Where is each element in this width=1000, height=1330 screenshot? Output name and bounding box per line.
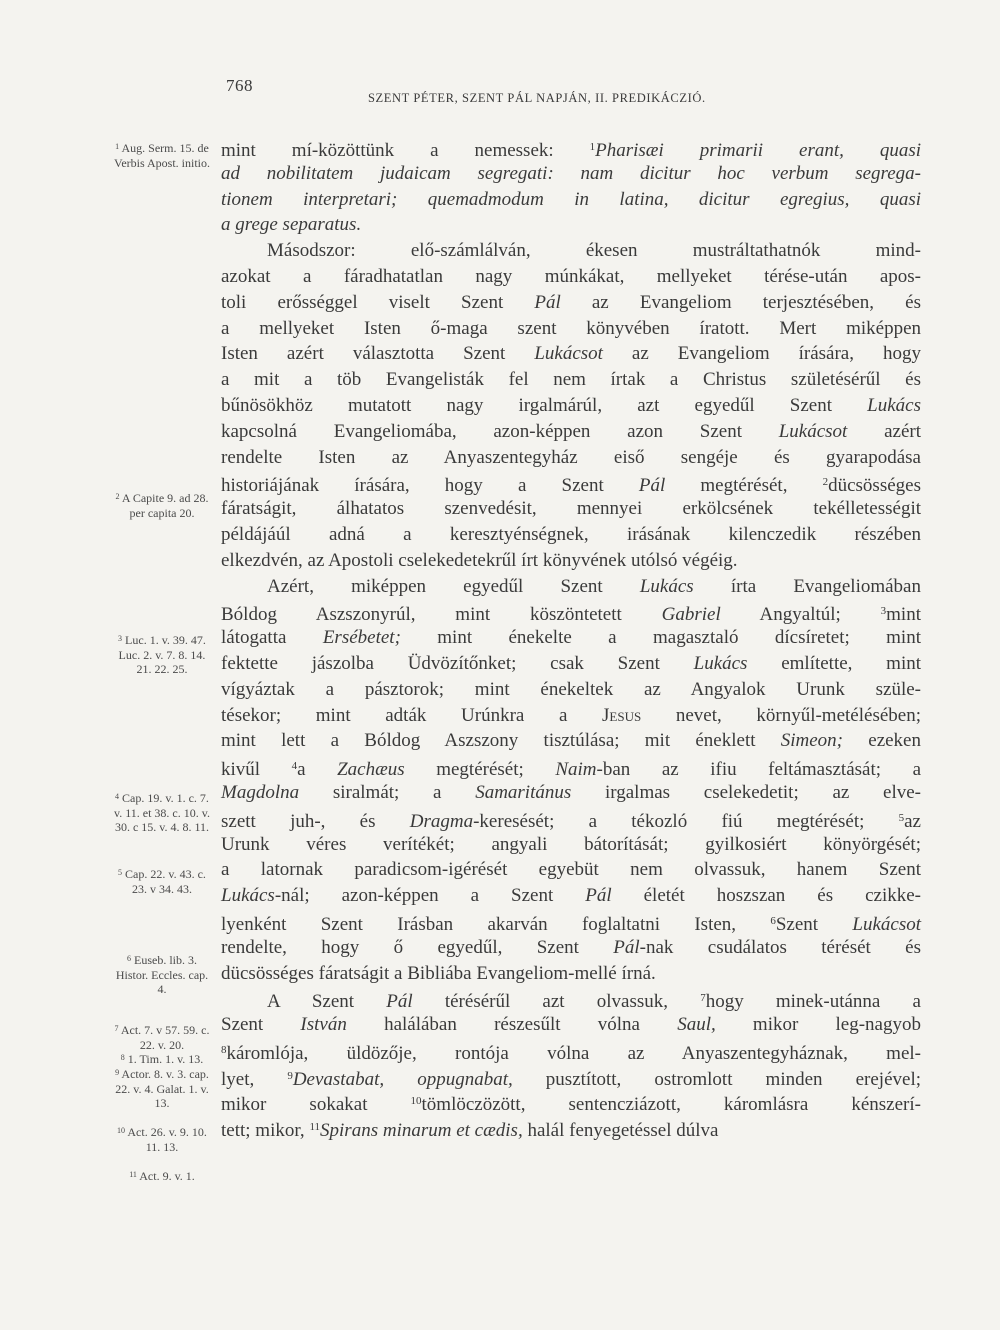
italic-text: Magdolna: [221, 781, 300, 803]
italic-text: ad nobilitatem judaicam segregati: nam dicitur hoc verbum segrega-: [221, 162, 921, 184]
margin-note-text: Cap. 19. v. 1. c. 7. v. 11. et 38. c. 10. v. 30. c 15. v. 4. 8. 11.: [114, 791, 210, 834]
text-line: [221, 599, 921, 625]
text-line: [221, 238, 921, 264]
text-run: az: [904, 810, 921, 832]
margin-note: [112, 140, 212, 170]
text-line: [221, 1115, 921, 1141]
text-line: [221, 212, 921, 238]
text-run: hogy minek-utánna a: [705, 991, 921, 1013]
text-run: bűnösökhöz mutatott nagy irgalmárúl, azt egyedűl Szent: [221, 394, 868, 416]
text-line: [221, 986, 921, 1012]
text-run: életét hoszszan és czikke-: [611, 885, 921, 907]
margin-note-text: Euseb. lib. 3. Histor. Eccles. cap. 4.: [115, 953, 209, 996]
margin-note-text: 1. Tim. 1. v. 13.: [124, 1052, 204, 1066]
text-line: [221, 419, 921, 445]
margin-note: [112, 1022, 212, 1052]
body-text: [221, 135, 921, 1141]
text-run: ezeken: [843, 730, 921, 752]
italic-text: Pál: [638, 475, 666, 497]
text-run: tett; mikor,: [221, 1120, 310, 1142]
footnote-marker: 1: [589, 141, 596, 153]
italic-text: Dragma: [409, 810, 474, 832]
footnote-marker: 6: [127, 954, 131, 963]
footnote-marker: 7: [114, 1024, 119, 1033]
text-run: fektette jászolba Üdvözítőnket; csak Szent: [221, 652, 694, 674]
text-line: [221, 883, 921, 909]
text-run: Angyaltúl;: [720, 604, 881, 626]
footnote-marker: 3: [118, 634, 123, 643]
text-run: káromlója, üldözője, rontója vólna az Anyaszentegyháznak, mel-: [226, 1042, 921, 1064]
text-line: [221, 1089, 921, 1115]
text-run: -nak csudálatos térését és: [639, 936, 921, 958]
text-run: Szent: [221, 1014, 301, 1036]
footnote-marker: 11: [129, 1170, 137, 1179]
text-line: [221, 754, 921, 780]
text-line: [221, 780, 921, 806]
text-line: [221, 522, 921, 548]
footnote-marker: 5: [898, 811, 905, 824]
text-run: a mellyeket Isten ő-maga szent könyvében íratott. Mert miképpen: [221, 317, 921, 339]
text-line: [221, 677, 921, 703]
italic-text: Ersébetet;: [322, 627, 401, 649]
text-run: Szent: [775, 913, 853, 935]
footnote-marker: 11: [309, 1121, 321, 1134]
margin-note-text: Actor. 8. v. 3. cap. 22. v. 4. Galat. 1. v. 13.: [115, 1067, 209, 1110]
text-run: Isten azért választotta Szent: [221, 343, 535, 365]
text-line: [221, 341, 921, 367]
text-run: irgalmas cselekedetit; az elve-: [571, 781, 922, 803]
text-line: [221, 703, 921, 729]
text-run: mikor leg-nagyob: [715, 1014, 921, 1036]
text-run: siralmát; a: [299, 781, 476, 803]
margin-note-text: A Capite 9. ad 28. per capita 20.: [119, 491, 209, 520]
text-line: [221, 135, 921, 161]
text-run: írta Evangeliomában: [693, 575, 921, 597]
footnote-marker: 8: [120, 1053, 125, 1062]
margin-note: [112, 1051, 212, 1067]
text-run: megtérését;: [404, 759, 556, 781]
text-line: [221, 909, 921, 935]
text-run: dücsösséges: [828, 475, 921, 497]
text-run: elkezdvén, az Apostoli cselekedetekrűl írt könyvének utólsó végéig.: [221, 549, 738, 571]
text-run: fáratságit, álhatatos szenvedésit, mennyei erkölcsének tekélletességit: [221, 498, 921, 520]
text-line: [221, 1012, 921, 1038]
text-run: dücsösséges fáratságit a Bibliába Evangeliom-mellé írná.: [221, 962, 656, 984]
text-line: [221, 1064, 921, 1090]
text-line: [221, 264, 921, 290]
text-run: megtérését,: [665, 475, 823, 497]
italic-text: Lukácsot: [534, 343, 603, 365]
footnote-marker: 1: [115, 142, 120, 151]
text-run: azért: [847, 420, 921, 442]
text-line: [221, 548, 921, 574]
text-run: azokat a fáradhatatlan nagy múnkákat, mellyeket térése-után apos-: [221, 265, 921, 287]
text-run: nevet, környűl-metélésében;: [641, 704, 921, 726]
italic-text: Spirans minarum et cædis,: [320, 1120, 523, 1142]
text-line: [221, 367, 921, 393]
margin-note-text: Act. 7. v 57. 59. c. 22. v. 20.: [118, 1023, 210, 1052]
italic-text: Pál: [585, 885, 612, 907]
text-run: rendelte Isten az Anyaszentegyház eiső sengéje és gyarapodása: [221, 446, 921, 468]
page-number: 768: [226, 76, 253, 95]
text-line: [221, 1038, 921, 1064]
footnote-marker: 2: [822, 476, 829, 489]
italic-text: Lukács: [639, 575, 694, 597]
italic-text: Pál: [613, 936, 640, 958]
footnote-marker: 5: [118, 868, 123, 877]
italic-text: Zachæus: [337, 759, 405, 781]
text-line: [221, 625, 921, 651]
margin-note-text: Cap. 22. v. 43. c. 23. v 34. 43.: [122, 867, 206, 896]
text-run: látogatta: [221, 627, 323, 649]
italic-text: Lukácsot: [852, 913, 921, 935]
footnote-marker: 4: [291, 760, 298, 773]
italic-text: Lukácsot: [778, 420, 848, 442]
text-run: mint énekelte a magasztaló dícsíretet; mint: [400, 627, 921, 649]
text-line: [221, 935, 921, 961]
footnote-marker: 4: [115, 792, 120, 801]
footnote-marker: 2: [115, 492, 120, 501]
footnote-marker: 9: [287, 1069, 293, 1082]
margin-note: [112, 1124, 212, 1154]
italic-text: Pál: [534, 291, 561, 313]
text-run: lyet,: [221, 1068, 288, 1090]
margin-note-text: Luc. 1. v. 39. 47. Luc. 2. v. 7. 8. 14. 21. 22. 25.: [118, 633, 206, 676]
text-run: -ban az ifiu feltámasztását; a: [596, 759, 922, 781]
italic-text: tionem interpretari; quemadmodum in latina, dicitur egregius, quasi: [221, 188, 921, 210]
small-caps-text: Jesus: [602, 704, 642, 726]
text-run: kapcsolná Evangeliomába, azon-képpen azon Szent: [221, 420, 779, 442]
footnote-marker: 10: [410, 1095, 422, 1108]
text-line: [221, 857, 921, 883]
text-run: Másodszor: elő-számlálván, ékesen mustráltathatnók mind-: [267, 240, 921, 262]
text-line: [221, 832, 921, 858]
text-run: mikor sokakat: [221, 1094, 411, 1116]
text-run: mint: [886, 604, 921, 626]
italic-text: Lukács: [221, 885, 275, 907]
text-run: a: [297, 759, 338, 781]
italic-text: Simeon;: [780, 730, 844, 752]
text-line: [221, 806, 921, 832]
margin-note: [112, 1168, 212, 1184]
text-line: [221, 470, 921, 496]
text-line: [221, 290, 921, 316]
text-run: Azért, miképpen egyedűl Szent: [267, 575, 640, 597]
text-line: [221, 316, 921, 342]
text-run: Bóldog Aszszonyrúl, mint köszöntetett: [221, 604, 662, 626]
italic-text: Naim: [555, 759, 597, 781]
text-line: [221, 393, 921, 419]
text-run: kivűl: [221, 759, 292, 781]
footnote-marker: 9: [115, 1068, 120, 1077]
text-run: tömlöczözött, sentencziázott, káromlásra kénszerí-: [421, 1094, 921, 1116]
text-line: [221, 187, 921, 213]
italic-text: Lukács: [693, 652, 748, 674]
text-line: [221, 496, 921, 522]
text-run: a mit a töb Evangelisták fel nem írtak a Christus születésérűl és: [221, 369, 921, 391]
text-run: térésérűl azt olvassuk,: [412, 991, 701, 1013]
footnote-marker: 8: [221, 1043, 227, 1056]
text-line: [221, 961, 921, 987]
text-run: mint mí-közöttünk a nemessek:: [221, 140, 590, 161]
text-run: lyenként Szent Irásban akarván foglaltatni Isten,: [221, 913, 771, 935]
text-run: historiájának írására, hogy a Szent: [221, 475, 639, 497]
text-line: [221, 728, 921, 754]
text-run: mint lett a Bóldog Aszszony tisztúlása; mit éneklett: [221, 730, 781, 752]
italic-text: Pharisæi primarii erant, quasi: [595, 140, 921, 161]
italic-text: Gabriel: [661, 604, 721, 626]
margin-note: [112, 632, 212, 677]
text-line: [221, 651, 921, 677]
text-run: az Evangeliom terjesztésében, és: [560, 291, 921, 313]
page-header: [226, 76, 926, 106]
margin-note-text: Aug. Serm. 15. de Verbis Apost. initio.: [113, 141, 210, 170]
text-run: Urunk véres verítékét; angyali bátorítását; gyilkosiért könyörgését;: [221, 833, 921, 855]
italic-text: Samaritánus: [475, 781, 572, 803]
footnote-marker: 3: [880, 605, 887, 618]
margin-note: [112, 1066, 212, 1111]
text-line: [221, 161, 921, 187]
text-run: tésekor; mint adták Urúnkra a: [221, 704, 603, 726]
text-run: -keresését; a tékozló fiú megtérését;: [473, 810, 899, 832]
italic-text: István: [300, 1014, 347, 1036]
text-run: halál fenyegetéssel dúlva: [522, 1120, 719, 1142]
running-title: SZENT PÉTER, SZENT PÁL NAPJÁN, II. PREDIKÁCZIÓ.: [368, 91, 706, 105]
text-run: a latornak paradicsom-igérését egyebüt nem olvassuk, hanem Szent: [221, 859, 921, 881]
text-run: vígyáztak a pásztorok; mint énekeltek az Angyalok Urunk szüle-: [221, 678, 921, 700]
text-line: [221, 445, 921, 471]
margin-note: [112, 790, 212, 835]
footnote-marker: 10: [117, 1126, 126, 1135]
text-run: pusztított, ostromlott minden erejével;: [512, 1068, 921, 1090]
text-run: toli erősséggel viselt Szent: [221, 291, 535, 313]
margin-note: [112, 952, 212, 997]
footnote-marker: 6: [770, 914, 776, 927]
italic-text: Pál: [386, 991, 413, 1013]
margin-note-text: Act. 26. v. 9. 10. 11. 13.: [125, 1125, 207, 1154]
margin-note: [112, 866, 212, 896]
text-run: rendelte, hogy ő egyedűl, Szent: [221, 936, 614, 958]
text-run: példájáúl adná a keresztyénségnek, irásának kilenczedik részében: [221, 523, 921, 545]
text-run: az Evangeliom írására, hogy: [602, 343, 921, 365]
italic-text: Lukács: [867, 394, 921, 416]
margin-note-text: Act. 9. v. 1.: [136, 1169, 195, 1183]
text-run: A Szent: [267, 991, 387, 1013]
margin-note: [112, 490, 212, 520]
text-line: [221, 574, 921, 600]
text-run: említette, mint: [747, 652, 922, 674]
italic-text: Saul,: [677, 1014, 716, 1036]
italic-text: a grege separatus.: [221, 214, 362, 236]
text-run: -nál; azon-képpen a Szent: [274, 885, 586, 907]
footnote-marker: 7: [700, 992, 706, 1005]
text-run: szett juh-, és: [221, 810, 410, 832]
italic-text: Devastabat, oppugnabat,: [292, 1068, 513, 1090]
text-run: halálában részesűlt vólna: [346, 1014, 678, 1036]
